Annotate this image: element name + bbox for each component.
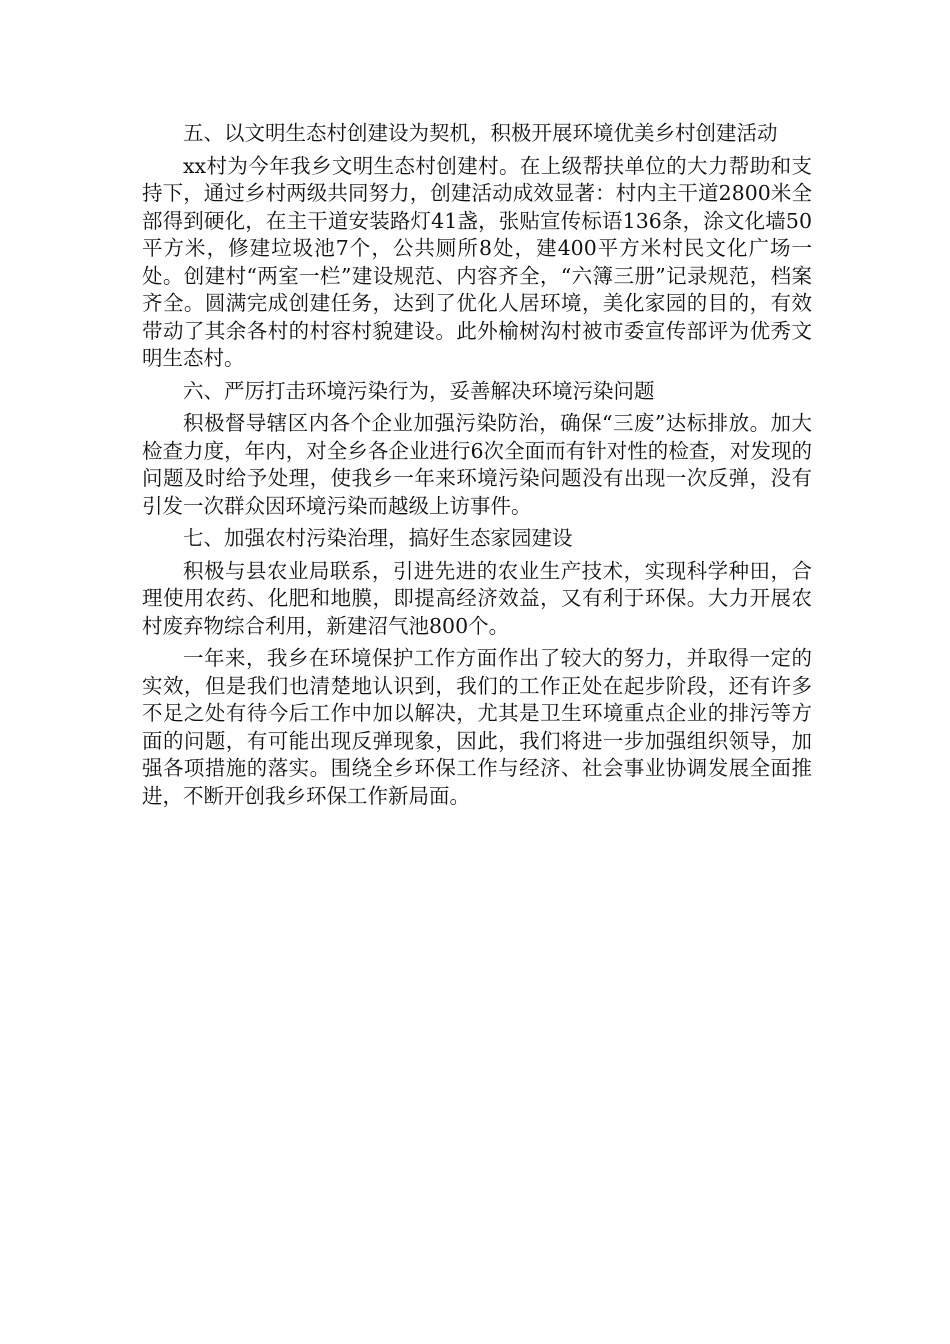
section-heading-7: 七、加强农村污染治理，搞好生态家园建设 (183, 526, 573, 550)
conclusion-paragraph: 一年来，我乡在环境保护工作方面作出了较大的努力，并取得一定的实效，但是我们也清楚地认识到，我们的工作正处在起步阶段，还有许多不足之处有待今后工作中加以解决，尤其是卫生环境重点企业的排污等方面的问题，有可能出现反弹现象，因此，我们将进一步加强组织领导，加强各项措施的落实。围绕全乡环保工作与经济、社会事业协调发展全面推进，不断开创我乡环保工作新局面。 (142, 646, 812, 808)
document-body (142, 120, 812, 810)
section-body-6: 积极督导辖区内各个企业加强污染防治，确保“三废”达标排放。加大检查力度，年内，对全乡各企业进行6次全面而有针对性的检查，对发现的问题及时给予处理，使我乡一年来环境污染问题没有出现一次反弹，没有引发一次群众因环境污染而越级上访事件。 (142, 411, 812, 518)
section-heading-5: 五、以文明生态村创建设为契机，积极开展环境优美乡村创建活动 (183, 121, 778, 145)
section-body-5: xx村为今年我乡文明生态村创建村。在上级帮扶单位的大力帮助和支持下，通过乡村两级共同努力，创建活动成效显著：村内主干道2800米全部得到硬化，在主干道安装路灯41盏，张贴宣传标语136条，涂文化墙50平方米，修建垃圾池7个，公共厕所8处，建400平方米村民文化广场一处。创建村“两室一栏”建设规范、内容齐全，“六簿三册”记录规范，档案齐全。圆满完成创建任务，达到了优化人居环境，美化家园的目的，有效带动了其余各村的村容村貌建设。此外榆树沟村被市委宣传部评为优秀文明生态村。 (142, 153, 812, 370)
section-body-7: 积极与县农业局联系，引进先进的农业生产技术，实现科学种田，合理使用农药、化肥和地膜，即提高经济效益，又有利于环保。大力开展农村废弃物综合利用，新建沼气池800个。 (142, 558, 812, 638)
section-heading-6: 六、严厉打击环境污染行为，妥善解决环境污染问题 (183, 378, 655, 403)
